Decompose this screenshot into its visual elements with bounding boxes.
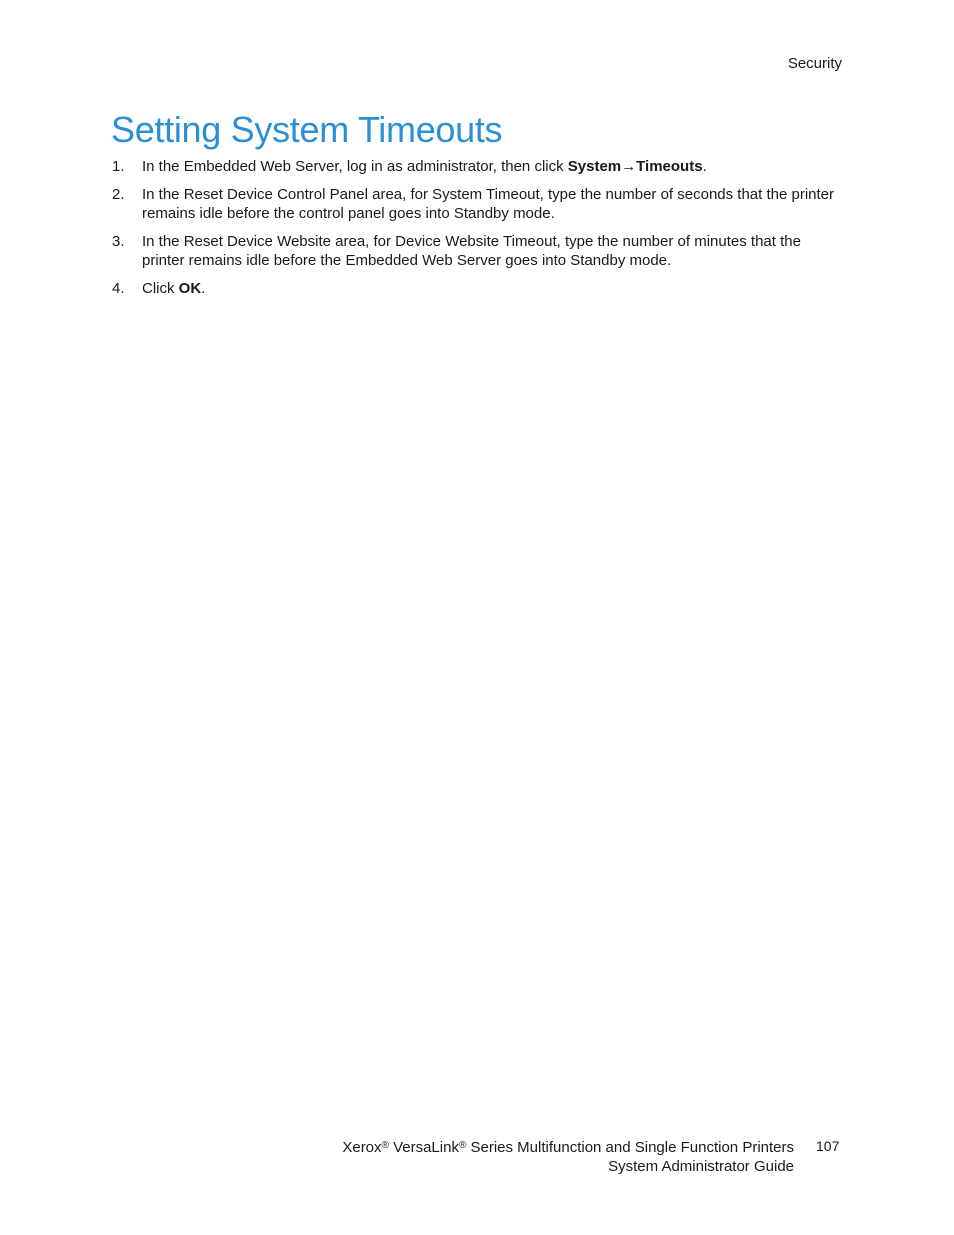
step-text bbox=[142, 157, 847, 176]
step-number: 2. bbox=[112, 186, 125, 203]
registered-mark: ® bbox=[458, 1140, 467, 1151]
footer-line-1-rest: Series Multifunction and Single Function Printers bbox=[470, 1139, 794, 1156]
list-item bbox=[112, 185, 847, 223]
running-header-section: Security bbox=[787, 55, 842, 72]
menu-path-system: System bbox=[567, 158, 622, 175]
step-text-segment: In the Embedded Web Server, log in as administrator, then click bbox=[142, 158, 568, 175]
footer-product: VersaLink bbox=[393, 1139, 459, 1156]
registered-mark: ® bbox=[381, 1140, 389, 1151]
page-title: Setting System Timeouts bbox=[111, 109, 503, 150]
footer-line-2: System Administrator Guide bbox=[608, 1158, 794, 1175]
page-number: 107 bbox=[816, 1138, 840, 1154]
footer-guide-title bbox=[342, 1138, 794, 1176]
menu-path-timeouts: Timeouts bbox=[636, 158, 703, 175]
step-number: 1. bbox=[112, 158, 125, 175]
step-text-segment: . bbox=[702, 158, 707, 175]
list-item bbox=[112, 232, 847, 270]
footer-line-1 bbox=[342, 1138, 794, 1157]
step-text-segment: . bbox=[201, 280, 206, 297]
list-item bbox=[112, 279, 847, 298]
step-number: 3. bbox=[112, 233, 125, 250]
step-text: In the Reset Device Control Panel area, for System Timeout, type the number of seconds that the printer remains idle before the control panel goes into Standby mode. bbox=[142, 186, 835, 222]
step-number: 4. bbox=[112, 280, 125, 297]
list-item bbox=[112, 157, 847, 176]
steps-list bbox=[112, 157, 847, 307]
ok-label: OK bbox=[178, 280, 202, 297]
footer-brand: Xerox bbox=[342, 1139, 382, 1156]
step-text: In the Reset Device Website area, for Device Website Timeout, type the number of minutes that the printer remains idle before the Embedded Web Server goes into Standby mode. bbox=[142, 233, 801, 269]
arrow-icon: → bbox=[621, 158, 637, 175]
step-text-segment: Click bbox=[142, 280, 179, 297]
step-text bbox=[142, 279, 847, 298]
